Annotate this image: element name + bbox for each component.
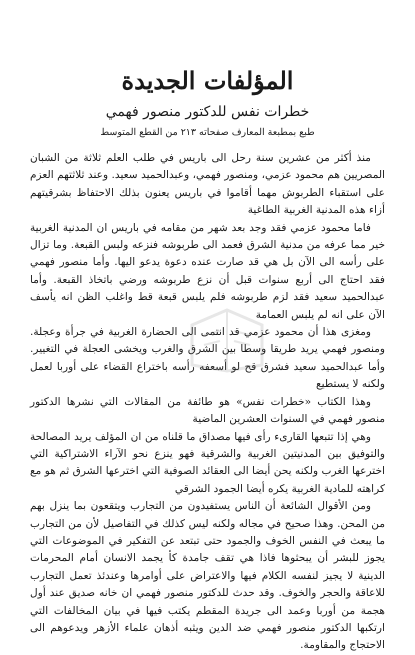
imprint-line: طبع بمطبعة المعارف صفحاته ٢١٣ من القطع المتوسط: [100, 127, 315, 138]
paragraph: منذ أكثر من عشرين سنة رحل الى باريس في طلب العلم ثلاثة من الشبان المصريين هم محمود عزمي، ومنصور فهمي، وعبدالحميد سعيد. وعند ثلاثتهم العزم على استقباء الطربوش مهما أقاموا في باريس يعنون بذلك الاحتفاظ بشرقيتهم أزاء هذه المدنية الغربية الطاغية: [30, 152, 385, 217]
paragraph: ومن الأقوال الشائعة أن الناس يستفيدون من التجارب ويتقعون بما ينزل بهم من المحن. وهذا صحيح في مجاله ولكنه ليس كذلك في التفاصيل لأن من التجارب ما يبعث في النفس الخوف والجمود حتى تبتعد عن التفكير في الموضوعات التي يجوز للبشر أن يبحثوها فاذا هي تقف جامدة كأ يجمد الانسان أمام المحرمات الدينية لا يجيز لنفسه الكلام فيها والاعتراض على أوامرها وعندئذ تعمل التجارب للاعاقة والحجر والخوف. وقد حدث للدكتور منصور فهمي ان خانه صديق عند أول هجمة من أوربا وعمد الى جريدة المقطم يكتب فيها في بيان المخالفات التي ارتكبها الدكتور منصور فهمي ضد الدين ويثبه أذهان علماء الأزهر ويدعوهم الى الاحتجاج والمقاومة.: [30, 500, 385, 652]
paragraph: ومغزى هذا أن محمود عزمي قد انتمى الى الحضارة الغربية في جرأة وعجلة. ومنصور فهمي يريد طريقا وسطا بين الشرق والغرب ويخشى العجلة في التغيير. وأما عبدالحميد سعيد فشرق قح لو أسعفه رأسه باختراع القضاء على أوربا لعمل ولكنه لا يستطيع: [30, 326, 385, 391]
article-body: [30, 150, 385, 655]
paragraph: فاما محمود عزمي فقد وجد بعد شهر من مقامه في باريس ان المدنية الغربية خير مما عرفه من مدنية الشرق فعمد الى طربوشه فنزعه ولبس القبعة. وما تزال على رأسه الى الآن بل هي قد صارت عنده دعوة يدعو اليها. وأما منصور فهمي فقد احتاج الى أربع سنوات قبل أن نزع طربوشه ورضي باتخاذ القبعة. وأما عبدالحميد سعيد فقد لزم طربوشه فلم يلبس قبعة قط واغلب الظن انه يأسف الآن على انه لم يلبس العمامة: [30, 221, 385, 321]
paragraph: وهذا الكتاب «خطرات نفس» هو طائفة من المقالات التي نشرها الدكتور منصور فهمي في السنوات العشرين الماضية: [30, 395, 385, 426]
book-title: خطرات نفس للدكتور منصور فهمي: [105, 104, 310, 120]
section-heading: المؤلفات الجديدة: [121, 66, 294, 95]
paragraph: وهي إذا تتبعها القارىء رأى فيها مصداق ما قلناه من ان المؤلف يريد المصالحة والتوفيق بين المدنيتين الغربية والشرقية فهو ينزع نحو الآراء الاشتراكية التي اخترعها الغرب ولكنه يحن أيضا الى العقائد الصوفية التي اخترعها الشرق ثم هو مع كراهته للمادية الغربية يكره أيضا الجمود الشرقي: [30, 430, 385, 495]
